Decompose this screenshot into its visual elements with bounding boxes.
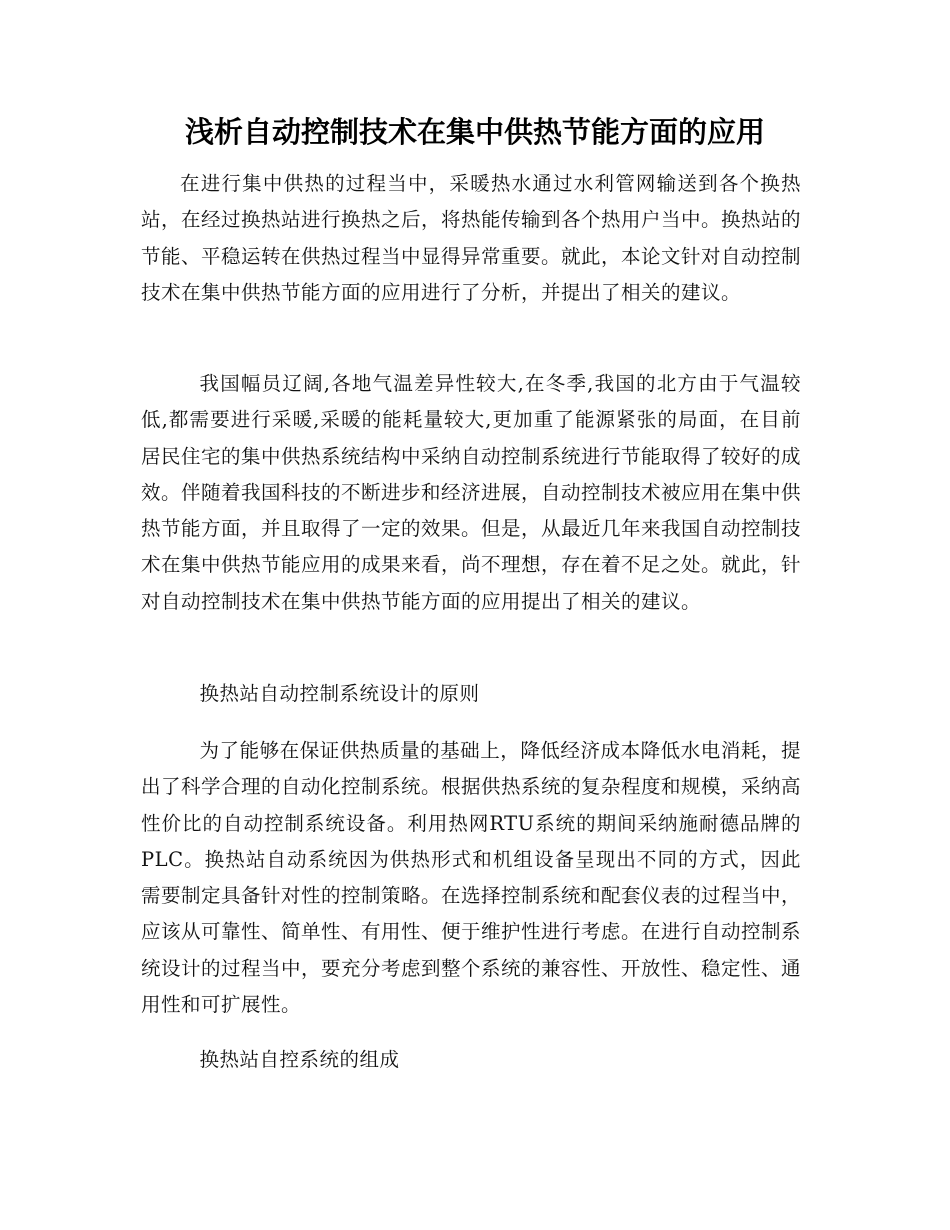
paragraph-intro: 在进行集中供热的过程当中，采暖热水通过水利管网输送到各个换热站，在经过换热站进行换热之后，将热能传输到各个热用户当中。换热站的节能、平稳运转在供热过程当中显得异常重要。就此，本论文针对自动控制技术在集中供热节能方面的应用进行了分析，并提出了相关的建议。 [141,172,802,304]
section-heading-system-composition: 换热站自控系统的组成 [199,1048,400,1071]
document-title: 浅析自动控制技术在集中供热节能方面的应用 [184,115,765,149]
section-heading-design-principles: 换热站自动控制系统设计的原则 [199,682,480,705]
paragraph-design-principles: 为了能够在保证供热质量的基础上，降低经济成本降低水电消耗，提出了科学合理的自动化控制系统。根据供热系统的复杂程度和规模，采纳高性价比的自动控制系统设备。利用热网RTU系统的期间采纳施耐德品牌的PLC。换热站自动系统因为供热形式和机组设备呈现出不同的方式，因此需要制定具备针对性的控制策略。在选择控制系统和配套仪表的过程当中，应该从可靠性、简单性、有用性、便于维护性进行考虑。在进行自动控制系统设计的过程当中，要充分考虑到整个系统的兼容性、开放性、稳定性、通用性和可扩展性。 [141,739,802,1017]
paragraph-background: 我国幅员辽阔,各地气温差异性较大,在冬季,我国的北方由于气温较低,都需要进行采暖,采暖的能耗量较大,更加重了能源紧张的局面，在目前居民住宅的集中供热系统结构中采纳自动控制系统进行节能取得了较好的成效。伴随着我国科技的不断进步和经济进展，自动控制技术被应用在集中供热节能方面，并且取得了一定的效果。但是，从最近几年来我国自动控制技术在集中供热节能应用的成果来看，尚不理想，存在着不足之处。就此，针对自动控制技术在集中供热节能方面的应用提出了相关的建议。 [141,372,802,613]
